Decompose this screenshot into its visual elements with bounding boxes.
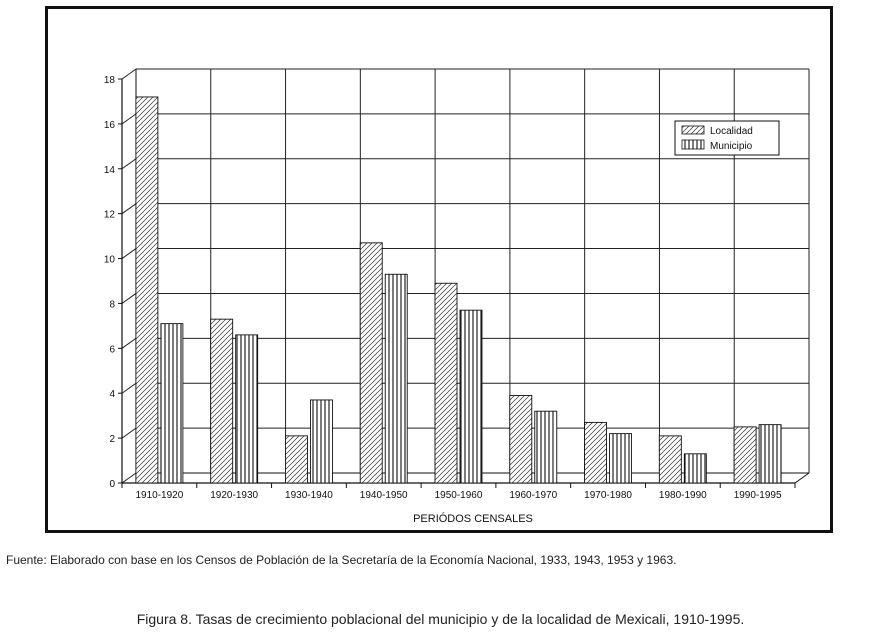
legend-swatch-localidad [682, 126, 704, 134]
gridline-connector [122, 204, 136, 214]
bar-municipio [684, 454, 706, 483]
legend-swatch-municipio [682, 140, 704, 149]
bar-localidad [510, 395, 532, 483]
gridline-connector [122, 383, 136, 393]
legend [675, 121, 779, 155]
legend-label-municipio: Municipio [710, 141, 753, 152]
figure-caption: Figura 8. Tasas de crecimiento poblacional del municipio y de la localidad de Mexicali, 1910-1995. [136, 611, 745, 627]
bar-municipio [236, 335, 258, 483]
bar-localidad [585, 422, 607, 483]
gridline-connector [122, 69, 136, 79]
y-tick-label: 18 [103, 75, 115, 86]
y-tick-label: 4 [109, 389, 115, 401]
bar-municipio [759, 425, 781, 483]
x-tick-label: 1980-1990 [658, 490, 707, 501]
gridline-connector [122, 473, 136, 483]
legend-label-localidad: Localidad [710, 126, 753, 137]
y-tick-label: 0 [109, 479, 115, 490]
bar-localidad [734, 427, 756, 483]
gridline-connector [122, 114, 136, 124]
bar-localidad [285, 436, 307, 483]
x-tick-label: 1990-1995 [733, 490, 782, 501]
bar-municipio [161, 324, 183, 483]
floor-right-edge [795, 473, 809, 483]
y-tick-label: 14 [103, 164, 115, 176]
y-tick-label: 10 [103, 254, 115, 266]
bar-localidad [136, 97, 158, 483]
source-note: Fuente: Elaborado con base en los Censos de Población de la Secretaría de la Economía Nacional, 1933, 1943, 1953 y 1963. [6, 553, 677, 567]
y-tick-label: 2 [109, 434, 115, 446]
x-axis-title: PERIÓDOS CENSALES [413, 513, 533, 525]
x-tick-label: 1970-1980 [584, 490, 632, 501]
bar-localidad [211, 319, 233, 483]
x-tick-label: 1930-1940 [285, 490, 333, 501]
gridline-connector [122, 249, 136, 259]
y-tick-label: 16 [103, 119, 115, 131]
bar-localidad [360, 243, 382, 483]
x-tick-label: 1910-1920 [135, 490, 184, 501]
bar-localidad [659, 436, 681, 483]
gridline-connector [122, 428, 136, 438]
bar-localidad [435, 283, 457, 483]
gridline-connector [122, 293, 136, 303]
gridline-connector [122, 159, 136, 169]
y-tick-label: 12 [103, 209, 115, 221]
y-tick-label: 8 [109, 299, 115, 311]
bar-municipio [535, 411, 557, 483]
x-tick-label: 1950-1960 [434, 490, 483, 501]
bar-municipio [385, 274, 407, 483]
bar-municipio [460, 310, 482, 483]
bar-municipio [610, 434, 632, 483]
gridline-connector [122, 338, 136, 348]
bar-municipio [310, 400, 332, 483]
x-tick-label: 1960-1970 [509, 490, 558, 501]
x-tick-label: 1940-1950 [359, 490, 408, 501]
y-tick-label: 6 [109, 344, 115, 356]
x-tick-label: 1920-1930 [210, 490, 259, 501]
